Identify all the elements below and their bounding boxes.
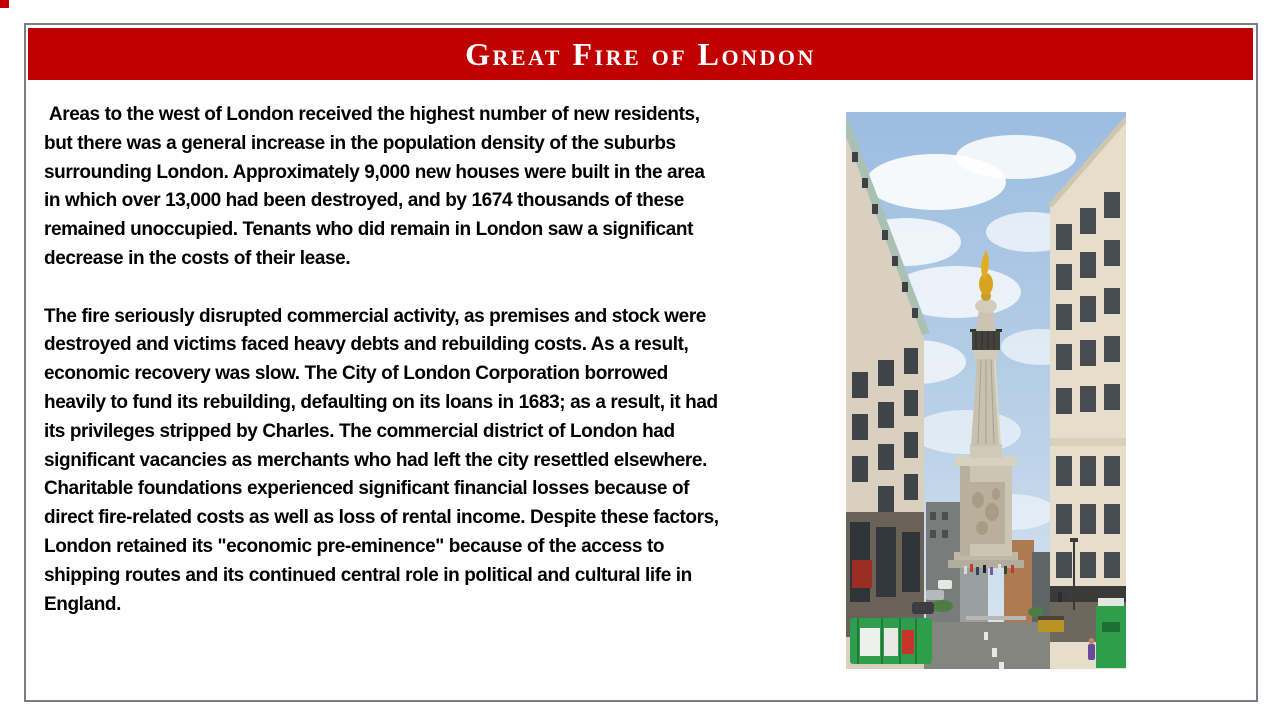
slide: [24, 23, 1258, 702]
right-building: [1050, 116, 1126, 669]
monument-photo-frame: [846, 112, 1126, 669]
paragraph-1: Areas to the west of London received the highest number of new residents, but there was a general increase in the population density of the suburbs surrounding London. Approximately 9,000 new houses were built in the area in which over 13,000 had been destroyed, and by 1674 thousands of these remained unoccupied. Tenants who did remain in London saw a significant decrease in the costs of their lease.: [44, 104, 710, 269]
construction-barrier-left: [850, 618, 932, 664]
monument-photo: [846, 112, 1126, 669]
corner-accent-square: [0, 0, 9, 8]
body-text-block: [44, 101, 722, 619]
title-banner: [28, 28, 1253, 80]
paragraph-2: The fire seriously disrupted commercial activity, as premises and stock were destroyed and victims faced heavy debts and rebuilding costs. As a result, economic recovery was slow. The City of London Corporation borrowed heavily to fund its rebuilding, defaulting on its loans in 1683; as a result, it had its privileges stripped by Charles. The commercial district of London had significant vacancies as merchants who had left the city resettled elsewhere. Charitable foundations experienced significant financial losses because of direct fire-related costs as well as loss of rental income. Despite these factors, London retained its "economic pre-eminence" because of the access to shipping routes and its continued central role in political and cultural life in England.: [44, 305, 724, 615]
street-cart: [1038, 616, 1064, 632]
slide-title: Great Fire of London: [465, 36, 816, 72]
